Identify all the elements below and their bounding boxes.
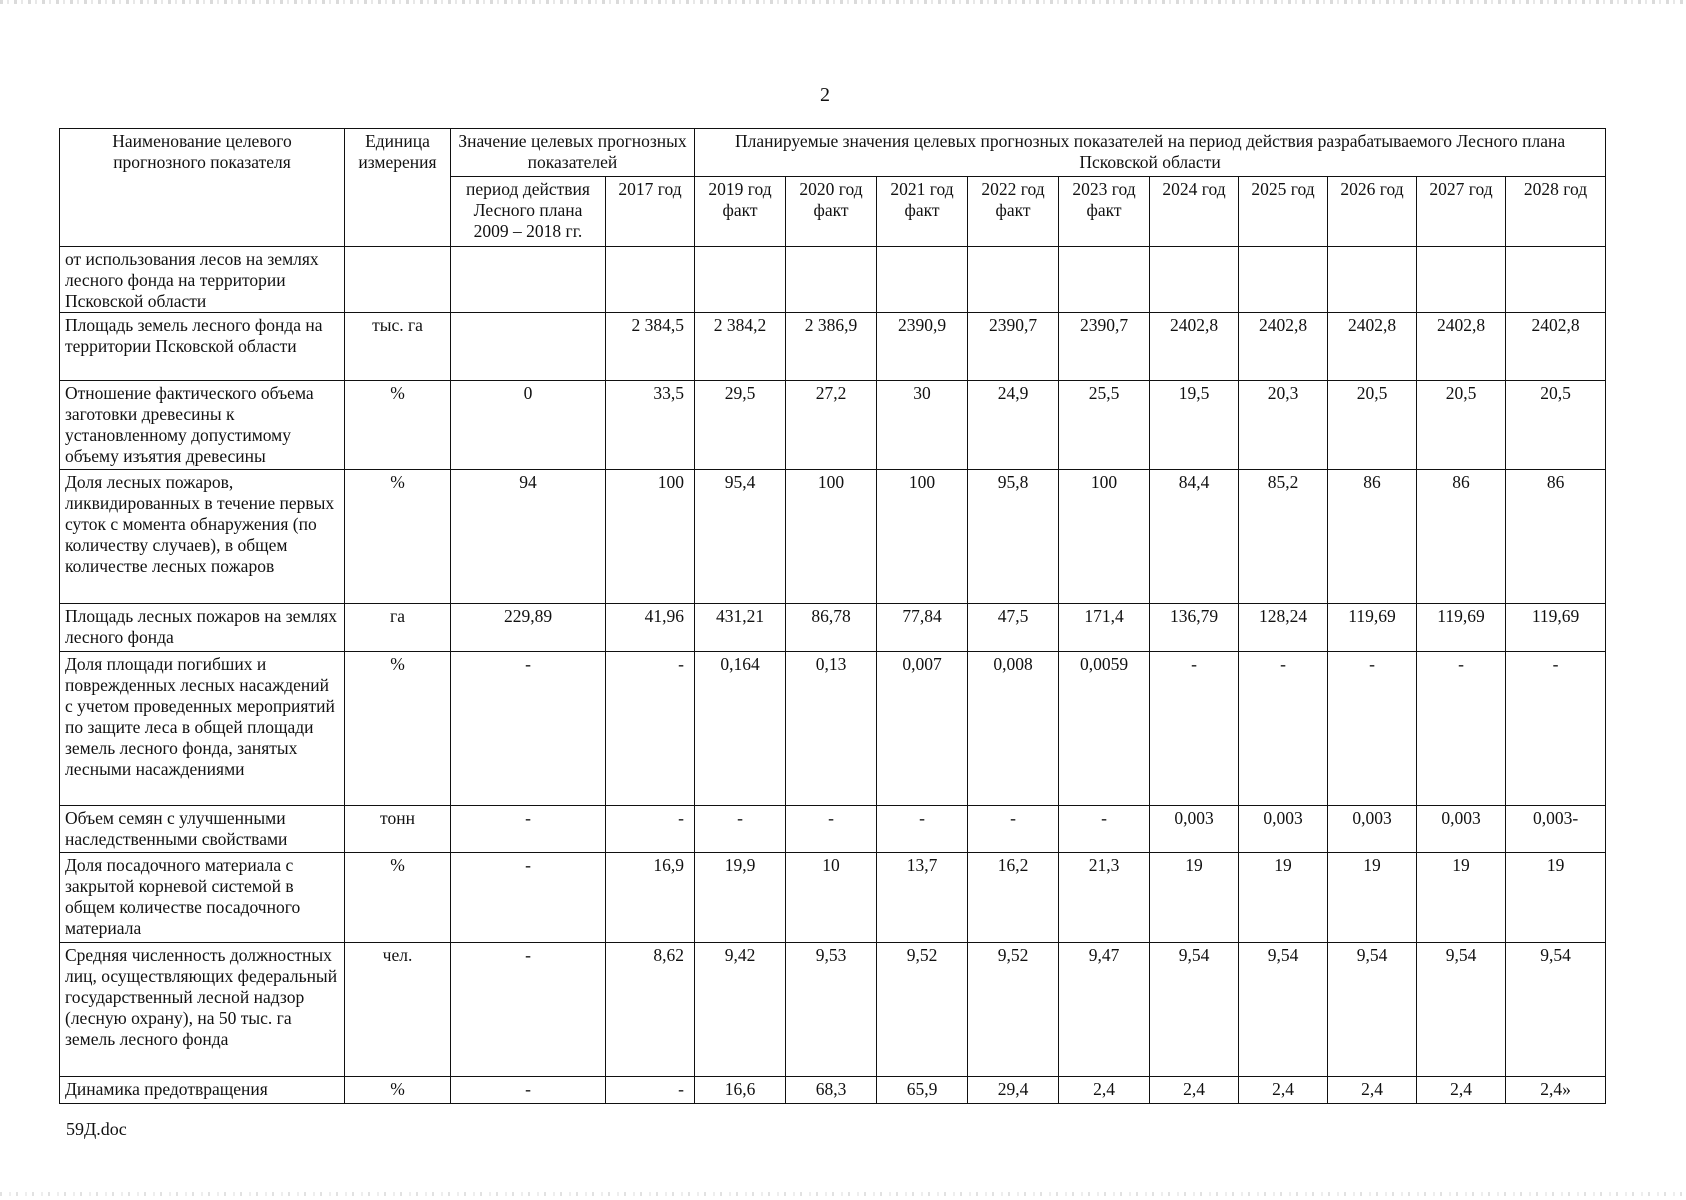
- value-2026: 0,003: [1328, 806, 1417, 853]
- value-period: -: [451, 1077, 606, 1104]
- header-year-2027: 2027 год: [1417, 177, 1506, 247]
- value-2017: 33,5: [606, 381, 695, 470]
- value-2028: 86: [1506, 470, 1606, 604]
- scan-edge-bottom: [0, 1192, 1686, 1196]
- value-2020: -: [786, 806, 877, 853]
- indicator-unit: чел.: [345, 943, 451, 1077]
- value-2025: 20,3: [1239, 381, 1328, 470]
- value-2020: 100: [786, 470, 877, 604]
- value-2028: 20,5: [1506, 381, 1606, 470]
- value-2027: 0,003: [1417, 806, 1506, 853]
- value-2025: 2402,8: [1239, 313, 1328, 381]
- value-2023: 171,4: [1059, 604, 1150, 652]
- table-row: [60, 806, 1606, 853]
- value-2017: -: [606, 1077, 695, 1104]
- value-2023: -: [1059, 806, 1150, 853]
- value-2024: -: [1150, 652, 1239, 806]
- value-2022: -: [968, 806, 1059, 853]
- value-2028: 9,54: [1506, 943, 1606, 1077]
- value-2026: 119,69: [1328, 604, 1417, 652]
- value-2021: 13,7: [877, 853, 968, 943]
- indicator-name: Доля посадочного материала с закрытой корневой системой в общем количестве посадочного материала: [60, 853, 345, 943]
- value-2026: -: [1328, 652, 1417, 806]
- value-2024: 9,54: [1150, 943, 1239, 1077]
- value-2027: 2,4: [1417, 1077, 1506, 1104]
- value-2026: 2402,8: [1328, 313, 1417, 381]
- value-2020: 9,53: [786, 943, 877, 1077]
- page-number: 2: [820, 84, 830, 106]
- value-2021: 2390,9: [877, 313, 968, 381]
- value-period: -: [451, 853, 606, 943]
- value-2019: 431,21: [695, 604, 786, 652]
- value-2025: 0,003: [1239, 806, 1328, 853]
- value-2028: 2,4»: [1506, 1077, 1606, 1104]
- value-2019: 95,4: [695, 470, 786, 604]
- indicator-name: Площадь земель лесного фонда на территории Псковской области: [60, 313, 345, 381]
- value-2023: 9,47: [1059, 943, 1150, 1077]
- value-2021: 0,007: [877, 652, 968, 806]
- value-2028: 119,69: [1506, 604, 1606, 652]
- value-period: 94: [451, 470, 606, 604]
- indicator-name: от использования лесов на землях лесного фонда на территории Псковской области: [60, 247, 345, 313]
- value-2020: [786, 247, 877, 313]
- value-2020: 86,78: [786, 604, 877, 652]
- value-2022: 47,5: [968, 604, 1059, 652]
- value-period: -: [451, 943, 606, 1077]
- value-2023: 25,5: [1059, 381, 1150, 470]
- header-year-2028: 2028 год: [1506, 177, 1606, 247]
- indicator-name: Средняя численность должностных лиц, осуществляющих федеральный государственный лесной надзор (лесную охрану), на 50 тыс. га земель лесного фонда: [60, 943, 345, 1077]
- value-2021: 30: [877, 381, 968, 470]
- value-2024: 0,003: [1150, 806, 1239, 853]
- value-2028: 0,003-: [1506, 806, 1606, 853]
- value-2021: -: [877, 806, 968, 853]
- value-2022: 29,4: [968, 1077, 1059, 1104]
- table-row: [60, 604, 1606, 652]
- value-2020: 10: [786, 853, 877, 943]
- value-2025: 2,4: [1239, 1077, 1328, 1104]
- value-period: [451, 247, 606, 313]
- indicator-name: Объем семян с улучшенными наследственными свойствами: [60, 806, 345, 853]
- value-2026: 19: [1328, 853, 1417, 943]
- value-2022: 0,008: [968, 652, 1059, 806]
- table-row: [60, 652, 1606, 806]
- value-2017: 100: [606, 470, 695, 604]
- value-2019: 9,42: [695, 943, 786, 1077]
- table-row: [60, 381, 1606, 470]
- value-2025: [1239, 247, 1328, 313]
- indicator-unit: тыс. га: [345, 313, 451, 381]
- value-2027: 20,5: [1417, 381, 1506, 470]
- header-year-2025: 2025 год: [1239, 177, 1328, 247]
- value-2025: -: [1239, 652, 1328, 806]
- value-2023: 0,0059: [1059, 652, 1150, 806]
- value-2022: 95,8: [968, 470, 1059, 604]
- value-2027: 119,69: [1417, 604, 1506, 652]
- value-2025: 128,24: [1239, 604, 1328, 652]
- value-2024: 19: [1150, 853, 1239, 943]
- value-2021: [877, 247, 968, 313]
- value-2021: 77,84: [877, 604, 968, 652]
- value-2022: 2390,7: [968, 313, 1059, 381]
- table-row: [60, 853, 1606, 943]
- value-2026: 9,54: [1328, 943, 1417, 1077]
- value-2025: 19: [1239, 853, 1328, 943]
- indicator-unit: [345, 247, 451, 313]
- value-2024: 136,79: [1150, 604, 1239, 652]
- value-2026: 2,4: [1328, 1077, 1417, 1104]
- value-2024: 19,5: [1150, 381, 1239, 470]
- header-year-2021: 2021 год факт: [877, 177, 968, 247]
- value-2024: [1150, 247, 1239, 313]
- value-2017: 2 384,5: [606, 313, 695, 381]
- value-2023: 2390,7: [1059, 313, 1150, 381]
- value-2027: 2402,8: [1417, 313, 1506, 381]
- footer-file-name: 59Д.doc: [66, 1119, 127, 1139]
- value-2023: 100: [1059, 470, 1150, 604]
- value-2026: 86: [1328, 470, 1417, 604]
- value-2028: 19: [1506, 853, 1606, 943]
- value-2017: -: [606, 806, 695, 853]
- value-2027: 9,54: [1417, 943, 1506, 1077]
- value-2024: 2402,8: [1150, 313, 1239, 381]
- header-year-2019: 2019 год факт: [695, 177, 786, 247]
- scan-edge-top: [0, 0, 1686, 4]
- value-2026: 20,5: [1328, 381, 1417, 470]
- value-2019: [695, 247, 786, 313]
- value-2027: 19: [1417, 853, 1506, 943]
- header-year-2024: 2024 год: [1150, 177, 1239, 247]
- value-2027: [1417, 247, 1506, 313]
- value-2017: 8,62: [606, 943, 695, 1077]
- value-2021: 65,9: [877, 1077, 968, 1104]
- value-2028: 2402,8: [1506, 313, 1606, 381]
- value-2019: 19,9: [695, 853, 786, 943]
- value-2025: 85,2: [1239, 470, 1328, 604]
- indicator-name: Доля лесных пожаров, ликвидированных в течение первых суток с момента обнаружения (по количеству случаев), в общем количестве лесных пожаров: [60, 470, 345, 604]
- value-period: 229,89: [451, 604, 606, 652]
- value-2024: 84,4: [1150, 470, 1239, 604]
- indicator-unit: %: [345, 381, 451, 470]
- header-target-values: Значение целевых прогнозных показателей: [451, 129, 695, 177]
- indicator-unit: га: [345, 604, 451, 652]
- value-2027: -: [1417, 652, 1506, 806]
- value-2023: 2,4: [1059, 1077, 1150, 1104]
- header-period: период действия Лесного плана 2009 – 2018 гг.: [451, 177, 606, 247]
- value-2021: 100: [877, 470, 968, 604]
- value-2028: -: [1506, 652, 1606, 806]
- value-2023: [1059, 247, 1150, 313]
- header-year-2026: 2026 год: [1328, 177, 1417, 247]
- header-year-2017: 2017 год: [606, 177, 695, 247]
- value-period: -: [451, 652, 606, 806]
- indicator-unit: %: [345, 652, 451, 806]
- value-2019: -: [695, 806, 786, 853]
- indicator-name: Площадь лесных пожаров на землях лесного фонда: [60, 604, 345, 652]
- value-2019: 0,164: [695, 652, 786, 806]
- value-period: 0: [451, 381, 606, 470]
- indicator-unit: %: [345, 1077, 451, 1104]
- value-2024: 2,4: [1150, 1077, 1239, 1104]
- header-unit: Единица измерения: [345, 129, 451, 247]
- value-2022: 16,2: [968, 853, 1059, 943]
- value-2019: 16,6: [695, 1077, 786, 1104]
- value-2023: 21,3: [1059, 853, 1150, 943]
- indicator-name: Доля площади погибших и поврежденных лесных насаждений с учетом проведенных мероприятий по защите леса в общей площади земель лесного фонда, занятых лесными насаждениями: [60, 652, 345, 806]
- value-2017: 16,9: [606, 853, 695, 943]
- value-2020: 2 386,9: [786, 313, 877, 381]
- value-period: [451, 313, 606, 381]
- value-2017: -: [606, 652, 695, 806]
- header-year-2022: 2022 год факт: [968, 177, 1059, 247]
- value-2027: 86: [1417, 470, 1506, 604]
- table-row: [60, 313, 1606, 381]
- value-2022: 9,52: [968, 943, 1059, 1077]
- value-2020: 27,2: [786, 381, 877, 470]
- value-2022: [968, 247, 1059, 313]
- indicator-name: Отношение фактического объема заготовки древесины к установленному допустимому объему изъятия древесины: [60, 381, 345, 470]
- header-indicator-name: Наименование целевого прогнозного показателя: [60, 129, 345, 247]
- value-2026: [1328, 247, 1417, 313]
- value-2021: 9,52: [877, 943, 968, 1077]
- header-year-2023: 2023 год факт: [1059, 177, 1150, 247]
- value-2022: 24,9: [968, 381, 1059, 470]
- indicator-unit: %: [345, 853, 451, 943]
- indicator-unit: тонн: [345, 806, 451, 853]
- value-period: -: [451, 806, 606, 853]
- table-row: [60, 943, 1606, 1077]
- value-2019: 29,5: [695, 381, 786, 470]
- header-planned-values: Планируемые значения целевых прогнозных показателей на период действия разрабатываемого Лесного плана Псковской области: [695, 129, 1606, 177]
- value-2017: [606, 247, 695, 313]
- forecast-indicators-table: [59, 128, 1606, 1104]
- table-row: [60, 247, 1606, 313]
- value-2028: [1506, 247, 1606, 313]
- value-2020: 68,3: [786, 1077, 877, 1104]
- header-year-2020: 2020 год факт: [786, 177, 877, 247]
- table-row: [60, 470, 1606, 604]
- value-2017: 41,96: [606, 604, 695, 652]
- value-2025: 9,54: [1239, 943, 1328, 1077]
- table-row: [60, 1077, 1606, 1104]
- indicator-unit: %: [345, 470, 451, 604]
- value-2020: 0,13: [786, 652, 877, 806]
- value-2019: 2 384,2: [695, 313, 786, 381]
- indicator-name: Динамика предотвращения: [60, 1077, 345, 1104]
